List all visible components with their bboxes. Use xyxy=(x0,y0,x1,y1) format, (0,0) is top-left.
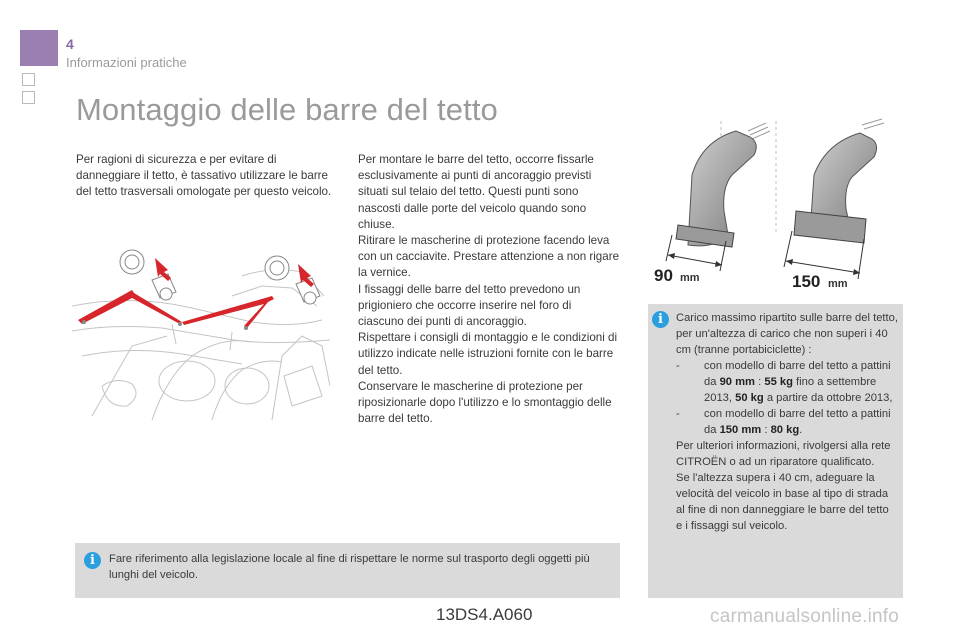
car-interior-drawing xyxy=(72,236,330,420)
roof-bar-feet-drawing xyxy=(648,115,898,293)
procedure-line: I fissaggi delle barre del tetto prevedono un prigioniero che occorre inserire nel foro di ciascuno dei punti di ancoraggio. xyxy=(358,282,581,329)
procedure-text xyxy=(358,152,620,427)
document-code: 13DS4.A060 xyxy=(436,605,533,624)
procedure-line: Per montare le barre del tetto, occorre fissarle esclusivamente ai punti di ancoraggio previsti situati sul telaio del tetto. Questi punti sono nascosti dalle porte del veicolo quando sono chiuse. xyxy=(358,153,594,231)
watermark: carmanualsonline.info xyxy=(710,606,900,627)
chapter-title: Informazioni pratiche xyxy=(66,55,187,70)
chapter-square-marker xyxy=(22,91,35,104)
chapter-number: 4 xyxy=(66,36,74,52)
foot-90-label: 90 xyxy=(654,266,673,285)
car-anchor-points-illustration xyxy=(72,236,330,420)
foot-150-label: 150 xyxy=(792,272,821,291)
chapter-color-block xyxy=(20,30,58,66)
info-icon: i xyxy=(84,552,101,569)
load-capacity-info-box xyxy=(648,304,903,598)
local-legislation-info-box xyxy=(75,543,620,598)
procedure-line: Rispettare i consigli di montaggio e le condizioni di utilizzo indicate nelle istruzioni fornite con le barre del tetto. xyxy=(358,331,618,377)
procedure-line: Conservare le mascherine di protezione per riposizionarle dopo l'utilizzo e lo smontaggio delle barre del tetto. xyxy=(358,379,612,426)
chapter-square-marker xyxy=(22,73,35,86)
page-title: Montaggio delle barre del tetto xyxy=(76,92,498,127)
foot-90-unit: mm xyxy=(680,272,700,284)
roof-bar-feet-illustration xyxy=(648,115,898,293)
load-more-info: Per ulteriori informazioni, rivolgersi alla rete CITROËN o ad un riparatore qualificato. xyxy=(676,440,891,468)
local-legislation-text: Fare riferimento alla legislazione locale al fine di rispettare le norme sul trasporto degli oggetti più lunghi del veicolo. xyxy=(109,553,590,581)
intro-paragraph: Per ragioni di sicurezza e per evitare di danneggiare il tetto, è tassativo utilizzare le barre del tetto trasversali omologate per questo veicolo. xyxy=(76,153,332,199)
foot-150-unit: mm xyxy=(828,278,848,290)
load-bullet-90: - con modello di barre del tetto a pattini da 90 mm : 55 kg fino a settembre 2013, 50 kg a partire da ottobre 2013, xyxy=(676,360,893,404)
load-height-note: Se l'altezza supera i 40 cm, adeguare la velocità del veicolo in base al tipo di strada al fine di non danneggiare le barre del tetto e i fissaggi sul veicolo. xyxy=(676,472,889,532)
load-capacity-text xyxy=(676,310,898,534)
load-bullet-150: - con modello di barre del tetto a pattini da 150 mm : 80 kg. xyxy=(676,408,891,436)
load-intro: Carico massimo ripartito sulle barre del tetto, per un'altezza di carico che non superi i 40 cm (tranne portabiciclette) : xyxy=(676,312,898,356)
procedure-line: Ritirare le mascherine di protezione facendo leva con un cacciavite. Prestare attenzione a non rigare la vernice. xyxy=(358,234,620,280)
info-icon: i xyxy=(652,311,669,328)
